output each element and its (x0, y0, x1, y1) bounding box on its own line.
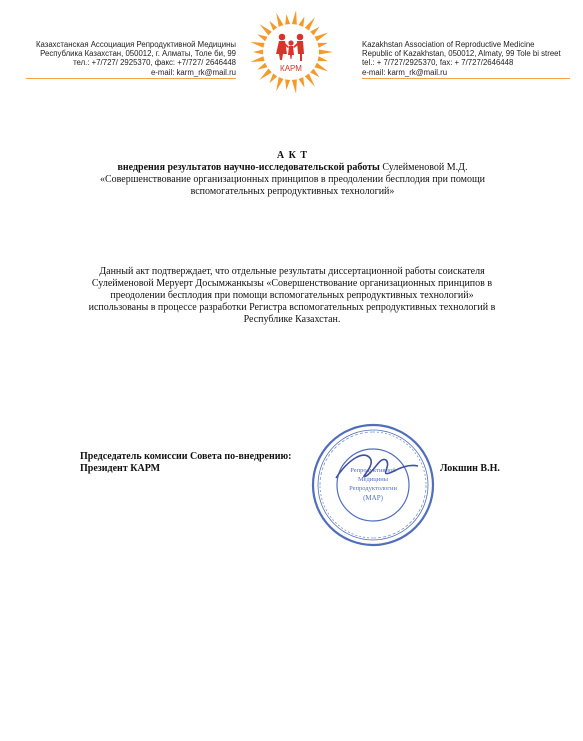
stamp-line: (МАР) (363, 494, 383, 502)
signature-role (80, 451, 500, 475)
karm-logo (246, 8, 336, 98)
sun-ray (276, 77, 283, 91)
sun-ray (315, 32, 329, 41)
sun-ray (269, 21, 277, 31)
act-subject-line (60, 162, 525, 174)
sun-ray (285, 79, 290, 89)
sun-ray (276, 13, 283, 27)
round-seal-icon (308, 420, 438, 550)
president-label: Президент КАРМ (80, 463, 161, 474)
header-divider-right (362, 78, 570, 79)
body-line: Сулейменовой Меруерт Досымжанкызы «Совершенствование организационных принципов в (91, 278, 493, 289)
official-stamp (308, 420, 438, 550)
header-divider-left (26, 78, 236, 79)
act-subject-author: Сулейменовой М.Д. (379, 162, 468, 173)
body-line: использованы в процессе разработки Регистра вспомогательных репродуктивных технологий в (88, 302, 496, 313)
body-line: преодолении бесплодия при помощи вспомогательных репродуктивных технологий» (110, 290, 474, 301)
sun-ray (292, 79, 297, 93)
logo-text: КАРМ (280, 64, 302, 73)
sun-ray (299, 16, 305, 26)
org-name-en: Kazakhstan Association of Reproductive Medicine (362, 40, 535, 49)
sun-ray (285, 14, 290, 24)
work-title-line1: «Совершенствование организационных принципов в преодолении бесплодия при помощи (99, 174, 486, 185)
act-heading: А К Т (276, 150, 309, 161)
act-body (72, 266, 512, 326)
sun-ray (315, 63, 329, 72)
stamp-line: Репродуктологии (349, 485, 397, 492)
email-en: e-mail: karm_rk@mail.ru (362, 67, 448, 77)
sun-ray (310, 27, 319, 36)
sun-ray (250, 42, 264, 48)
email-ru: e-mail: karm_rk@mail.ru (150, 67, 236, 77)
phone-ru: тел.: +7/727/ 2925370, факс: +7/727/ 2646448 (73, 58, 236, 68)
sun-ray (269, 74, 277, 84)
sun-ray (257, 63, 267, 70)
sun-family-logo-icon (246, 8, 336, 98)
work-title-line2: вспомогательных репродуктивных технологий» (190, 186, 395, 197)
sun-ray (319, 49, 333, 54)
signer-name: Локшин В.Н. (440, 463, 500, 474)
stamp-line: Медицины (357, 476, 389, 483)
body-line: Республике Казахстан. (243, 314, 341, 325)
act-subject-bold: внедрения результатов научно-исследовательской работы (117, 162, 380, 173)
sun-ray (292, 10, 297, 24)
stamp-line: Репродуктивной (350, 467, 396, 474)
sun-ray (260, 24, 272, 35)
address-ru: Республика Казахстан, 050012, г. Алматы, Толе би, 99 (40, 49, 236, 59)
sun-ray (257, 34, 267, 41)
sun-ray (305, 17, 315, 30)
sun-ray (260, 69, 272, 80)
sun-ray (317, 56, 327, 61)
phone-en: tel.: + 7/727/2925370, fax: + 7/727/2646448 (362, 58, 514, 68)
document-title (60, 150, 525, 198)
sun-ray (299, 77, 305, 87)
header-contact-ru (18, 40, 236, 77)
header-contact-en (362, 40, 574, 77)
sun-ray (305, 74, 315, 87)
sun-ray (317, 43, 327, 48)
body-line: Данный акт подтверждает, что отдельные результаты диссертационной работы соискателя (99, 266, 485, 277)
sun-ray (250, 56, 264, 62)
org-name-ru: Казахстанская Ассоциация Репродуктивной Медицины (35, 40, 236, 49)
address-en: Republic of Kazakhstan, 050012, Almaty, 99 Tole bi street (362, 49, 561, 59)
commission-chair-label: Председатель комиссии Совета по-внедрению: (80, 451, 292, 462)
sun-ray (310, 69, 319, 78)
sun-ray (253, 49, 263, 54)
